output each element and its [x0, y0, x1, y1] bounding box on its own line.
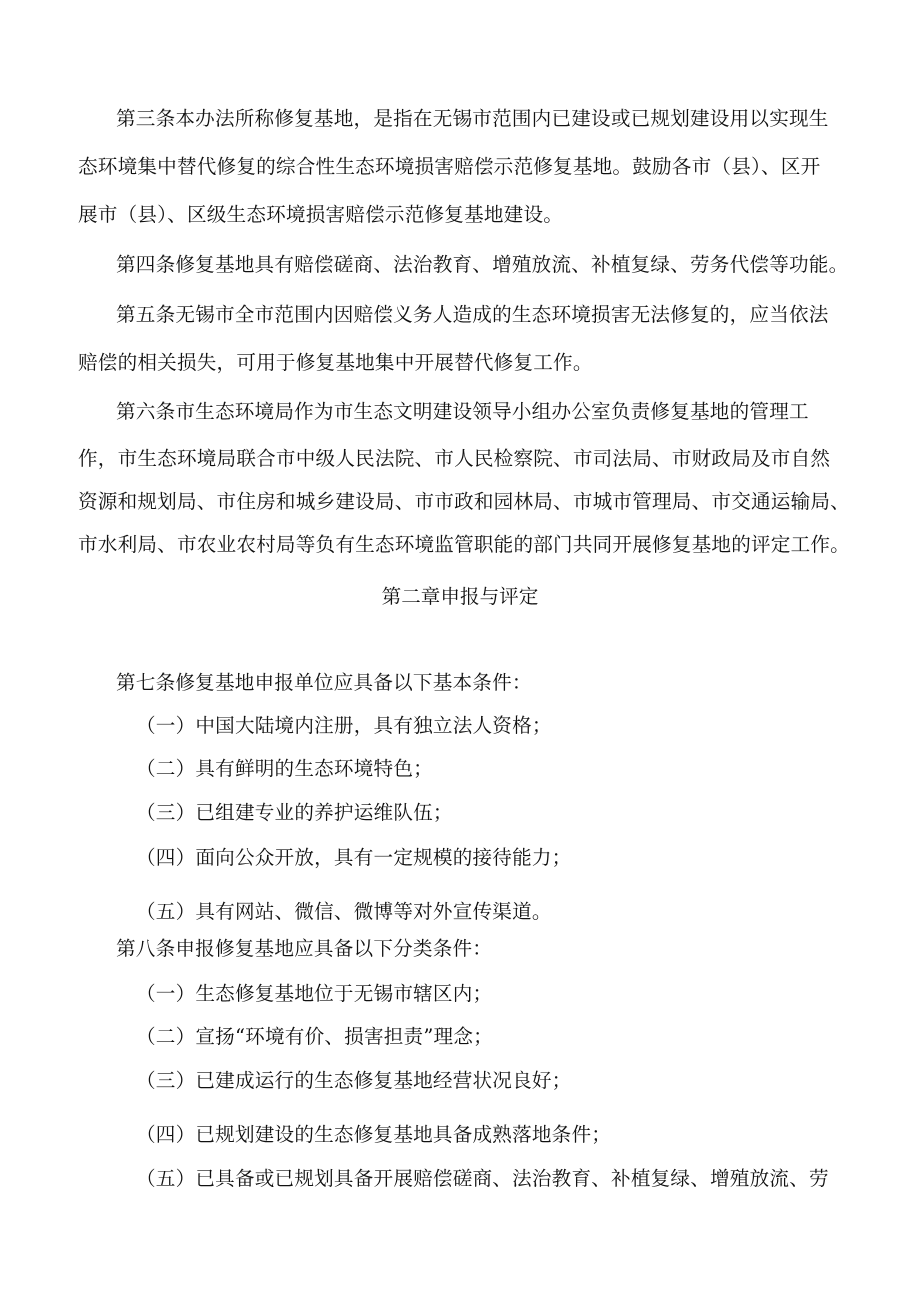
article7-intro: 第七条修复基地申报单位应具备以下基本条件：: [116, 671, 532, 694]
article8-item: （一）生态修复基地位于无锡市辖区内；: [136, 982, 493, 1005]
article7-item: （一）中国大陆境内注册，具有独立法人资格；: [136, 714, 552, 737]
article7-item: （三）已组建专业的养护运维队伍；: [136, 801, 453, 824]
article6-line1: 第六条市生态环境局作为市生态文明建设领导小组办公室负责修复基地的管理工: [116, 400, 809, 423]
article8-item: （五）已具备或已规划具备开展赔偿磋商、法治教育、补植复绿、增殖放流、劳: [136, 1167, 829, 1190]
article3-line1: 第三条本办法所称修复基地，是指在无锡市范围内已建设或已规划建设用以实现生: [116, 107, 829, 130]
article6-line2: 作，市生态环境局联合市中级人民法院、市人民检察院、市司法局、市财政局及市自然: [78, 447, 831, 470]
article5-line2: 赔偿的相关损失，可用于修复基地集中开展替代修复工作。: [78, 351, 593, 374]
article4-line1: 第四条修复基地具有赔偿磋商、法治教育、增殖放流、补植复绿、劳务代偿等功能。: [116, 253, 849, 276]
article7-item: （四）面向公众开放，具有一定规模的接待能力；: [136, 846, 572, 869]
article8-item: （四）已规划建设的生态修复基地具备成熟落地条件；: [136, 1123, 612, 1146]
article6-line4: 市水利局、市农业农村局等负有生态环境监管职能的部门共同开展修复基地的评定工作。: [78, 533, 850, 556]
article5-line1: 第五条无锡市全市范围内因赔偿义务人造成的生态环境损害无法修复的，应当依法: [116, 303, 829, 326]
article8-item: （三）已建成运行的生态修复基地经营状况良好；: [136, 1069, 572, 1092]
chapter-heading: 第二章申报与评定: [381, 585, 539, 608]
article7-item: （二）具有鲜明的生态环境特色；: [136, 757, 433, 780]
article7-item: （五）具有网站、微信、微博等对外宣传渠道。: [136, 900, 552, 923]
article8-item: （二）宣扬“环境有价、损害担责”理念；: [136, 1025, 493, 1048]
article8-intro: 第八条申报修复基地应具备以下分类条件：: [116, 937, 493, 960]
article6-line3: 资源和规划局、市住房和城乡建设局、市市政和园林局、市城市管理局、市交通运输局、: [78, 490, 850, 513]
article3-line3: 展市（县）、区级生态环境损害赔偿示范修复基地建设。: [78, 203, 564, 226]
article3-line2: 态环境集中替代修复的综合性生态环境损害赔偿示范修复基地。鼓励各市（县）、区开: [78, 155, 821, 178]
